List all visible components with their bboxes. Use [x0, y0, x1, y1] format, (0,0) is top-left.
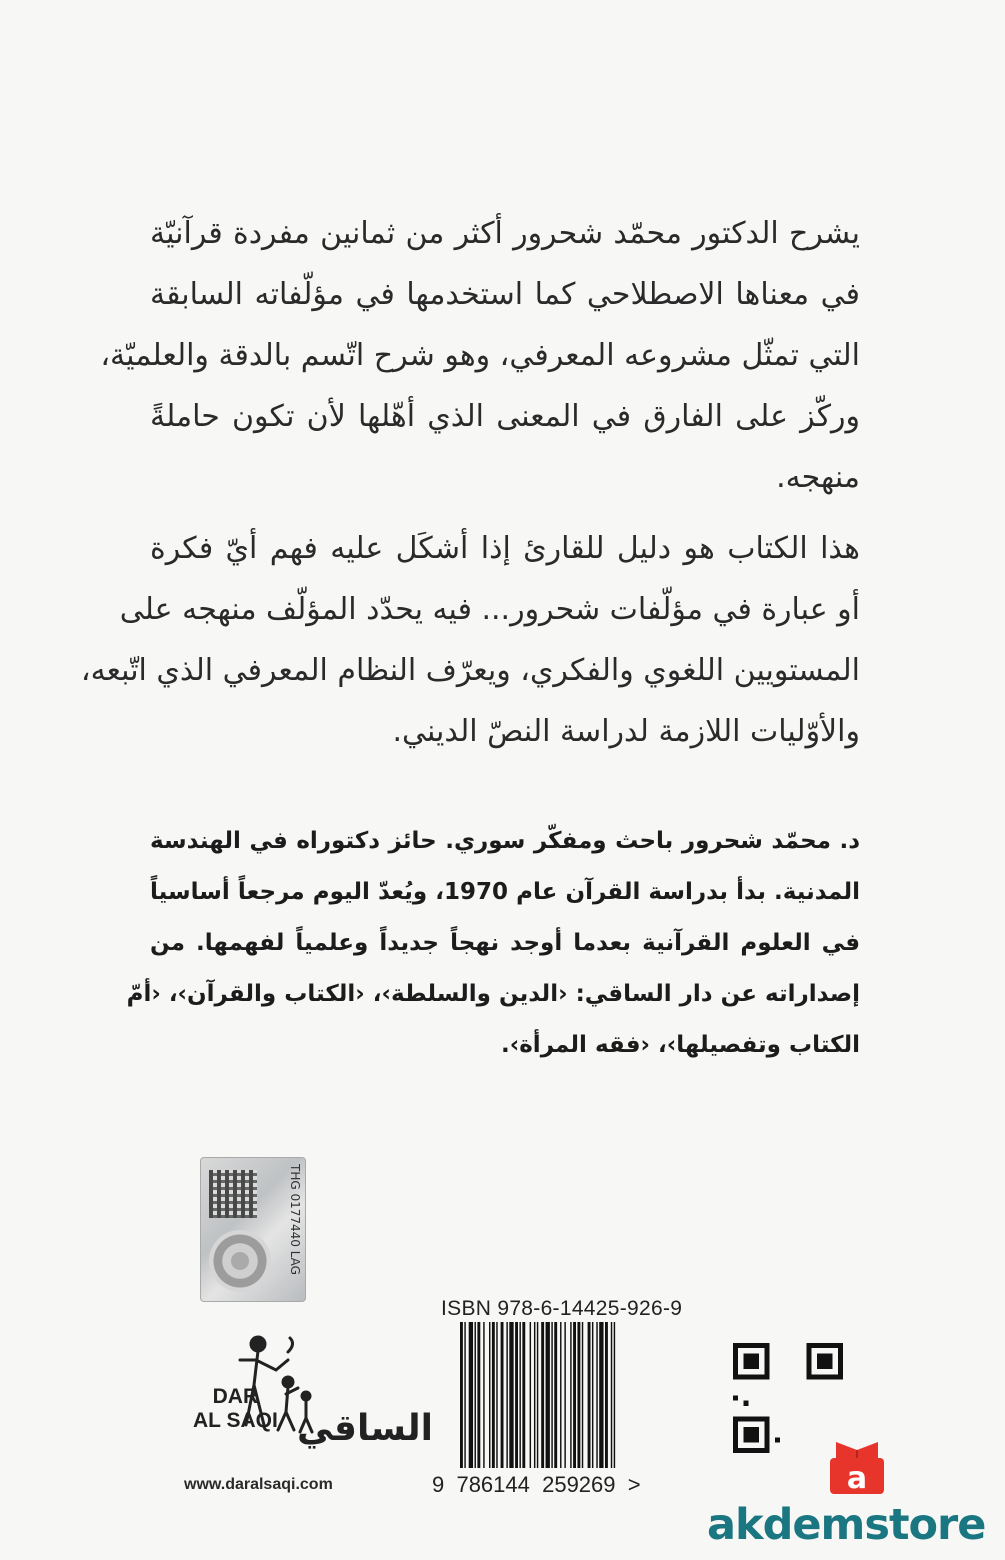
barcode-bar [519, 1322, 520, 1468]
text-line: والأوّليات اللازمة لدراسة النصّ الديني. [392, 714, 860, 749]
text-line: هذا الكتاب هو دليل للقارئ إذا أشكَل عليه فهم أيّ فكرة [150, 531, 860, 566]
barcode-bar [522, 1322, 525, 1468]
barcode-bar [537, 1322, 538, 1468]
text-line: أو عبارة في مؤلّفات شحرور... فيه يحدّد المؤلّف منهجه على [119, 592, 860, 627]
barcode-bar [546, 1322, 550, 1468]
description-paragraph-2 [80, 518, 860, 762]
text-line: المدنية. بدأ بدراسة القرآن عام 1970، ويُعدّ اليوم مرجعاً أساسياً [150, 879, 860, 905]
author-bio [126, 816, 860, 1071]
barcode-bar [592, 1322, 593, 1468]
barcode-bar [614, 1322, 615, 1468]
barcode-bar [469, 1322, 473, 1468]
barcode-bar [599, 1322, 603, 1468]
barcode-bar [489, 1322, 490, 1468]
publisher-name-line-1: DAR [212, 1385, 259, 1408]
barcode-bar [496, 1322, 497, 1468]
barcode-bar [464, 1322, 465, 1468]
text-line: التي تمثّل مشروعه المعرفي، وهو شرح اتّسم بالدقة والعلميّة، [100, 338, 860, 373]
barcode-bar [460, 1322, 463, 1468]
security-hologram-sticker [200, 1157, 306, 1302]
qr-module [817, 1353, 833, 1369]
barcode-bar [554, 1322, 557, 1468]
text-line: إصداراته عن دار الساقي: ‹الدين والسلطة›، ‹الكتاب والقرآن›، ‹أمّ [126, 981, 860, 1007]
publisher-name-line-2: AL SAQI [193, 1409, 278, 1432]
description-paragraph-1 [100, 203, 860, 508]
barcode-bar [501, 1322, 504, 1468]
publisher-logo-arabic: الساقي [296, 1408, 433, 1449]
text-line: في معناها الاصطلاحي كما استخدمها في مؤلّفاته السابقة [150, 277, 860, 312]
barcode-digits: 9 786144 259269 > [432, 1472, 641, 1497]
publisher-website: www.daralsaqi.com [184, 1476, 333, 1493]
isbn-label: ISBN 978-6-14425-926-9 [441, 1297, 683, 1320]
datamatrix-code [209, 1170, 257, 1218]
barcode-bar [509, 1322, 513, 1468]
barcode-bar [541, 1322, 544, 1468]
isbn-barcode [458, 1322, 686, 1468]
store-watermark: akdemstore [707, 1500, 986, 1550]
qr-module [743, 1401, 748, 1406]
barcode-bar [492, 1322, 495, 1468]
text-line: د. محمّد شحرور باحث ومفكّر سوري. حائز دكتوراه في الهندسة [150, 828, 860, 854]
text-line: الكتاب وتفصيلها›، ‹فقه المرأة›. [501, 1032, 860, 1058]
hologram-seal [209, 1230, 271, 1292]
barcode-bar [515, 1322, 518, 1468]
qr-module [743, 1353, 759, 1369]
barcode-bar [551, 1322, 552, 1468]
barcode-bar [564, 1322, 565, 1468]
barcode-bar [477, 1322, 480, 1468]
barcode-bar [560, 1322, 561, 1468]
qr-module [733, 1395, 738, 1400]
barcode-bar [573, 1322, 576, 1468]
text-line: وركّز على الفارق في المعنى الذي أهّلها لأن تكون حاملةً [150, 399, 860, 434]
barcode-bar [611, 1322, 612, 1468]
qr-module [743, 1427, 759, 1443]
text-line: في العلوم القرآنية بعدما أوجد نهجاً جديداً وعلمياً لفهمها. من [150, 930, 860, 956]
barcode-bar [605, 1322, 608, 1468]
qr-code [733, 1343, 843, 1453]
barcode-bar [570, 1322, 571, 1468]
barcode-bar [588, 1322, 591, 1468]
qr-module [775, 1437, 780, 1442]
barcode-bar [530, 1322, 531, 1468]
shopping-bag-icon [826, 1438, 888, 1502]
text-line: منهجه. [776, 460, 860, 495]
barcode-bar [475, 1322, 476, 1468]
barcode-bar [483, 1322, 484, 1468]
text-line: المستويين اللغوي والفكري، ويعرّف النظام المعرفي الذي اتّبعه، [80, 653, 860, 688]
barcode-bar [577, 1322, 580, 1468]
barcode-bar [506, 1322, 507, 1468]
store-icon-letter: a [846, 1461, 868, 1496]
barcode-bar [534, 1322, 535, 1468]
barcode-bar [582, 1322, 583, 1468]
text-line: يشرح الدكتور محمّد شحرور أكثر من ثمانين مفردة قرآنيّة [150, 216, 860, 251]
barcode-bar [596, 1322, 597, 1468]
sticker-code: THG 0177440 LAG [288, 1164, 302, 1275]
